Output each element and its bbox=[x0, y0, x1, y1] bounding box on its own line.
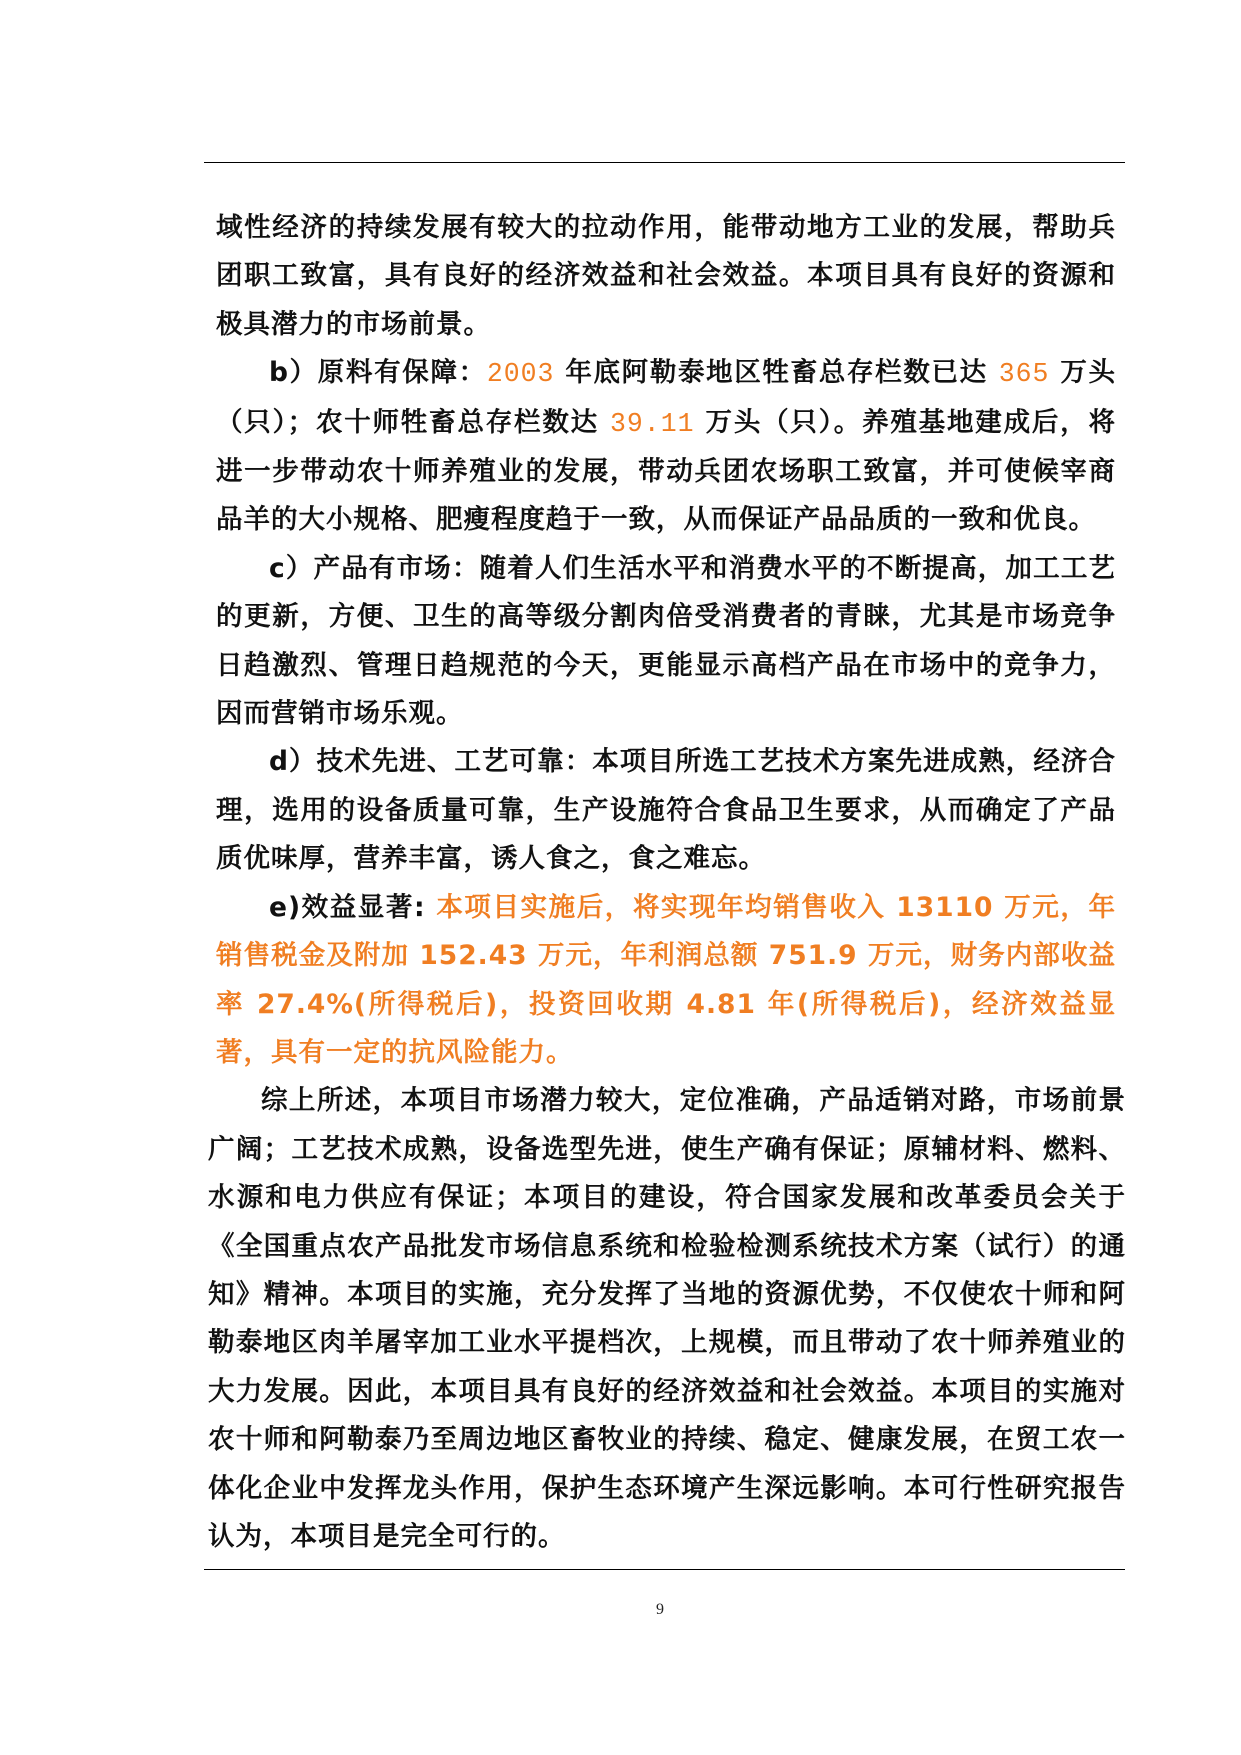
item-c-paragraph bbox=[216, 545, 1116, 739]
item-b-text-3: 万头（只）。养殖基地建成后，将进一步带动农十师养殖业的发展，带动兵团农场职工致富，并可使候宰商品羊的大小规格、肥瘦程度趋于一致，从而保证产品品质的一致和优良。 bbox=[216, 406, 1116, 536]
item-e-highlight-text: 本项目实施后，将实现年均销售收入 13110 万元，年销售税金及附加 152.43 万元，年利润总额 751.9 万元，财务内部收益率 27.4%(所得税后)，投资回收期 4.81 年(所得税后)，经济效益显著，具有一定的抗风险能力。 bbox=[216, 891, 1116, 1068]
item-b-year: 2003 bbox=[486, 359, 555, 390]
item-b-count-altay: 365 bbox=[998, 359, 1050, 390]
item-d-text: d）技术先进、工艺可靠：本项目所选工艺技术方案先进成熟，经济合理，选用的设备质量可靠，生产设施符合食品卫生要求，从而确定了产品质优味厚，营养丰富，诱人食之，食之难忘。 bbox=[216, 746, 1116, 875]
item-b-paragraph bbox=[216, 349, 1116, 545]
item-e-label: e)效益显著: bbox=[269, 891, 437, 923]
page-number: 9 bbox=[656, 1601, 664, 1618]
document-body bbox=[208, 204, 1126, 1561]
intro-paragraph bbox=[216, 204, 1116, 349]
item-b-text-1: 年底阿勒泰地区牲畜总存栏数已达 bbox=[554, 357, 999, 389]
item-b-label: b）原料有保障： bbox=[269, 357, 487, 389]
item-b-count-division: 39.11 bbox=[609, 408, 695, 439]
item-e-paragraph bbox=[216, 884, 1116, 1078]
item-d-paragraph bbox=[216, 738, 1116, 883]
summary-text: 综上所述，本项目市场潜力较大，定位准确，产品适销对路，市场前景广阔；工艺技术成熟，设备选型先进，使生产确有保证；原辅材料、燃料、水源和电力供应有保证；本项目的建设，符合国家发展和改革委员会关于《全国重点农产品批发市场信息系统和检验检测系统技术方案（试行）的通知》精神。本项目的实施，充分发挥了当地的资源优势，不仅使农十师和阿勒泰地区肉羊屠宰加工业水平提档次，上规模，而且带动了农十师养殖业的大力发展。因此，本项目具有良好的经济效益和社会效益。本项目的实施对农十师和阿勒泰乃至周边地区畜牧业的持续、稳定、健康发展，在贸工农一体化企业中发挥龙头作用，保护生态环境产生深远影响。本可行性研究报告认为，本项目是完全可行的。 bbox=[208, 1085, 1126, 1552]
summary-paragraph bbox=[208, 1077, 1126, 1561]
header-rule bbox=[204, 162, 1125, 163]
item-b-text-2: 万头（只）；农十师牲畜总存栏数达 bbox=[216, 357, 1116, 438]
intro-text: 域性经济的持续发展有较大的拉动作用，能带动地方工业的发展，帮助兵团职工致富，具有良好的经济效益和社会效益。本项目具有良好的资源和极具潜力的市场前景。 bbox=[216, 212, 1116, 340]
item-c-text: c）产品有市场：随着人们生活水平和消费水平的不断提高，加工工艺的更新，方便、卫生的高等级分割肉倍受消费者的青睐，尤其是市场竞争日趋激烈、管理日趋规范的今天，更能显示高档产品在市场中的竞争力，因而营销市场乐观。 bbox=[216, 552, 1116, 730]
footer-rule bbox=[204, 1569, 1125, 1570]
